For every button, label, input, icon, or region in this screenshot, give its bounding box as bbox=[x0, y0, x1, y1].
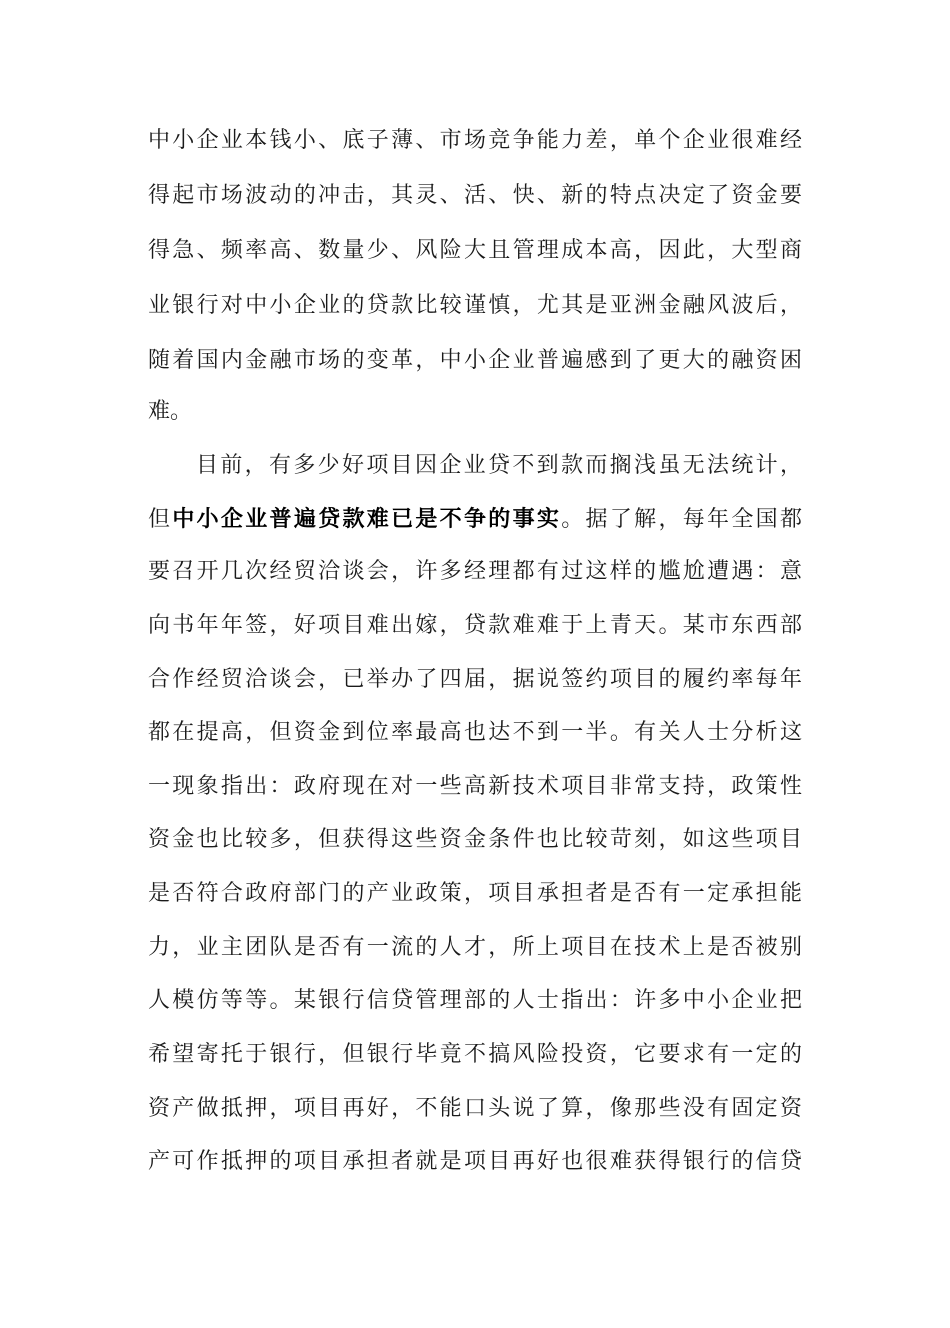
paragraph-2-line-10: 力，业主团队是否有一流的人才，所上项目在技术上是否被别 bbox=[148, 935, 802, 960]
paragraph-2-line-13: 资产做抵押，项目再好，不能口头说了算，像那些没有固定资 bbox=[148, 1096, 802, 1121]
paragraph-2-line-3: 要召开几次经贸洽谈会，许多经理都有过这样的尴尬遭遇：意 bbox=[148, 559, 802, 584]
line-2-suffix: 。据了解，每年全国都 bbox=[561, 507, 802, 532]
paragraph-2-line-7: 一现象指出：政府现在对一些高新技术项目非常支持，政策性 bbox=[148, 774, 802, 799]
paragraph-1-line-5: 随着国内金融市场的变革，中小企业普遍感到了更大的融资困 bbox=[148, 348, 802, 373]
paragraph-2-line-9: 是否符合政府部门的产业政策，项目承担者是否有一定承担能 bbox=[148, 881, 802, 906]
paragraph-1-line-3: 得急、频率高、数量少、风险大且管理成本高，因此，大型商 bbox=[148, 238, 802, 263]
paragraph-1-line-1: 中小企业本钱小、底子薄、市场竞争能力差，单个企业很难经 bbox=[148, 128, 802, 153]
paragraph-2-line-1: 目前，有多少好项目因企业贷不到款而搁浅虽无法统计， bbox=[196, 453, 802, 478]
paragraph-1-line-6: 难。 bbox=[148, 399, 193, 424]
paragraph-2-line-6: 都在提高，但资金到位率最高也达不到一半。有关人士分析这 bbox=[148, 720, 802, 745]
paragraph-2-line-5: 合作经贸洽谈会，已举办了四届，据说签约项目的履约率每年 bbox=[148, 667, 802, 692]
paragraph-2-line-4: 向书年年签，好项目难出嫁，贷款难难于上青天。某市东西部 bbox=[148, 613, 802, 638]
bold-emphasis: 中小企业普遍贷款难已是不争的事实 bbox=[172, 506, 562, 532]
paragraph-1-line-2: 得起市场波动的冲击，其灵、活、快、新的特点决定了资金要 bbox=[148, 183, 802, 208]
line-2-prefix: 但 bbox=[148, 507, 173, 532]
paragraph-2-line-12: 希望寄托于银行，但银行毕竟不搞风险投资，它要求有一定的 bbox=[148, 1042, 802, 1067]
paragraph-2-line-2 bbox=[148, 499, 802, 539]
paragraph-2-line-14: 产可作抵押的项目承担者就是项目再好也很难获得银行的信贷 bbox=[148, 1149, 802, 1174]
paragraph-2-line-8: 资金也比较多，但获得这些资金条件也比较苛刻，如这些项目 bbox=[148, 827, 802, 852]
paragraph-1-line-4: 业银行对中小企业的贷款比较谨慎，尤其是亚洲金融风波后， bbox=[148, 293, 802, 318]
paragraph-2-line-11: 人模仿等等。某银行信贷管理部的人士指出：许多中小企业把 bbox=[148, 988, 802, 1013]
